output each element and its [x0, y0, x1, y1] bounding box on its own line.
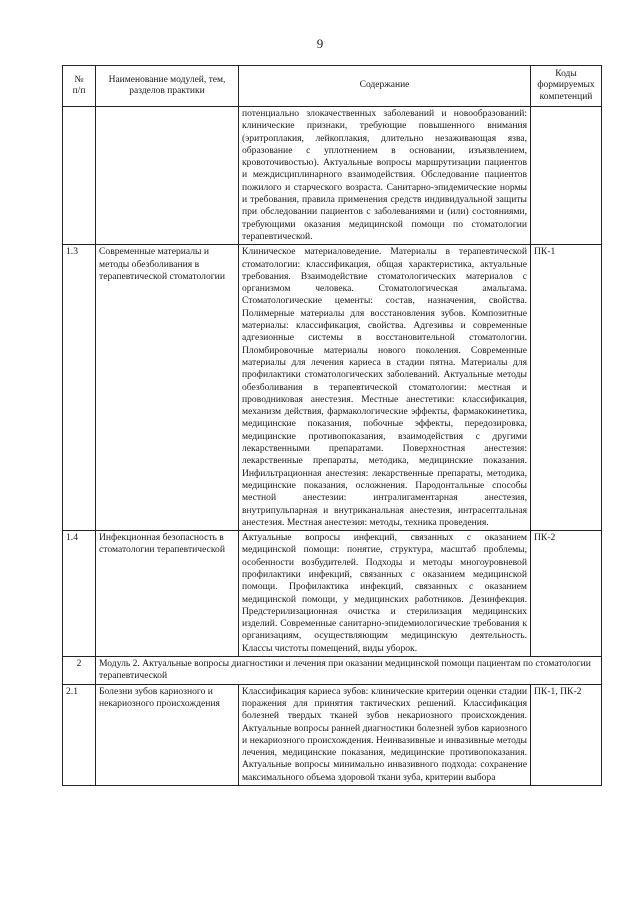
row-codes: ПК-1, ПК-2: [531, 684, 602, 785]
table-row: [63, 245, 602, 531]
table-row: [63, 107, 602, 245]
row-num: [63, 107, 96, 245]
row-codes: ПК-2: [531, 531, 602, 657]
header-content: Содержание: [239, 66, 531, 107]
table-header-row: [63, 66, 602, 107]
row-content: Клиническое материаловедение. Материалы в терапевтической стоматологии: классификация, общая характеристика, актуальные требования. Взаимодействие стоматологических материалов с организмом человека. Стоматологическая амальгама. Стоматологические цементы: состав, назначения, свойства. Полимерные материалы для восстановления зубов. Композитные материалы: классификация, свойства. Адгезивы и современные адгезионные системы в восстановительной стоматологии. Пломбировочные материалы нового поколения. Современные материалы для лечения кариеса в стадии пятна. Материалы для профилактики стоматологических заболеваний. Актуальные методы обезболивания в терапевтической стоматологии: местная и проводниковая анестезия. Местные анестетики: классификация, механизм действия, фармакологические эффекты, фармакокинетика, медицинские показания, побочные эффекты, передозировка, медицинские противопоказания, взаимодействия с другими лекарственными препаратами. Поверхностная анестезия: лекарственные препараты, методика, медицинские показания. Инфильтрационная анестезия: лекарственные препараты, методика, медицинские показания, осложнения. Пародонтальные способы местной анестезии: интралигаментарная анестезия, внутрипульпарная и внутриканальная анестезия, интрасептальная анестезия. Местная анестезия: методы, техника проведения.: [239, 245, 531, 531]
row-content: Классификация кариеса зубов: клинические критерии оценки стадии поражения для принятия тактических решений. Классификация болезней твердых тканей зубов некариозного происхождения. Актуальные вопросы ранней диагностики болезней зубов кариозного и некариозного происхождения. Неинвазивные и инвазивные методы лечения, медицинские показания, медицинские противопоказания. Актуальные вопросы минимально инвазивного подхода: сохранение максимального объема здоровой ткани зуба, критерии выбора: [239, 684, 531, 785]
row-content: потенциально злокачественных заболеваний и новообразований: клинические признаки, требующие повышенного внимания (эритроплакия, лейкоплакия, длительно незаживающая язва, образование с уплотнением в основании, изъязвлением, кровоточивостью). Актуальные вопросы маршрутизации пациентов и междисциплинарного взаимодействия. Обследование пациентов пожилого и старческого возраста. Санитарно-эпидемические нормы и требования, правила применения средств индивидуальной защиты при обследовании пациентов с заболеваниями и (или) состояниями, требующими оказания медицинской помощи по стоматологии терапевтической.: [239, 107, 531, 245]
table-row: [63, 531, 602, 657]
header-num: № п/п: [63, 66, 96, 107]
module-title: Модуль 2. Актуальные вопросы диагностики и лечения при оказании медицинской помощи пациентам по стоматологии терапевтической: [96, 657, 602, 685]
row-codes: ПК-1: [531, 245, 602, 531]
page-number: 9: [316, 36, 324, 51]
row-num: 1.3: [63, 245, 96, 531]
row-name: [96, 107, 239, 245]
table-row: [63, 684, 602, 785]
row-name: Болезни зубов кариозного и некариозного происхождения: [96, 684, 239, 785]
row-codes: [531, 107, 602, 245]
row-num: 1.4: [63, 531, 96, 657]
program-table: [62, 65, 602, 786]
row-name: Современные материалы и методы обезболивания в терапевтической стоматологии: [96, 245, 239, 531]
row-content: Актуальные вопросы инфекций, связанных с оказанием медицинской помощи: понятие, структура, масштаб проблемы, особенности возбудителей. Подходы и методы многоуровневой профилактики инфекций, связанных с оказанием медицинской помощи. Профилактика инфекций, связанных с оказанием медицинской помощи, у медицинских работников. Дезинфекция. Предстерилизационная очистка и стерилизация медицинских изделий. Современные санитарно-эпидемиологические требования к организациям, осуществляющим медицинскую деятельность. Классы чистоты помещений, виды уборок.: [239, 531, 531, 657]
row-name: Инфекционная безопасность в стоматологии терапевтической: [96, 531, 239, 657]
header-codes: Коды формируемых компетенций: [531, 66, 602, 107]
header-name: Наименование модулей, тем, разделов практики: [96, 66, 239, 107]
module-row: [63, 657, 602, 685]
module-num: 2: [63, 657, 96, 685]
row-num: 2.1: [63, 684, 96, 785]
